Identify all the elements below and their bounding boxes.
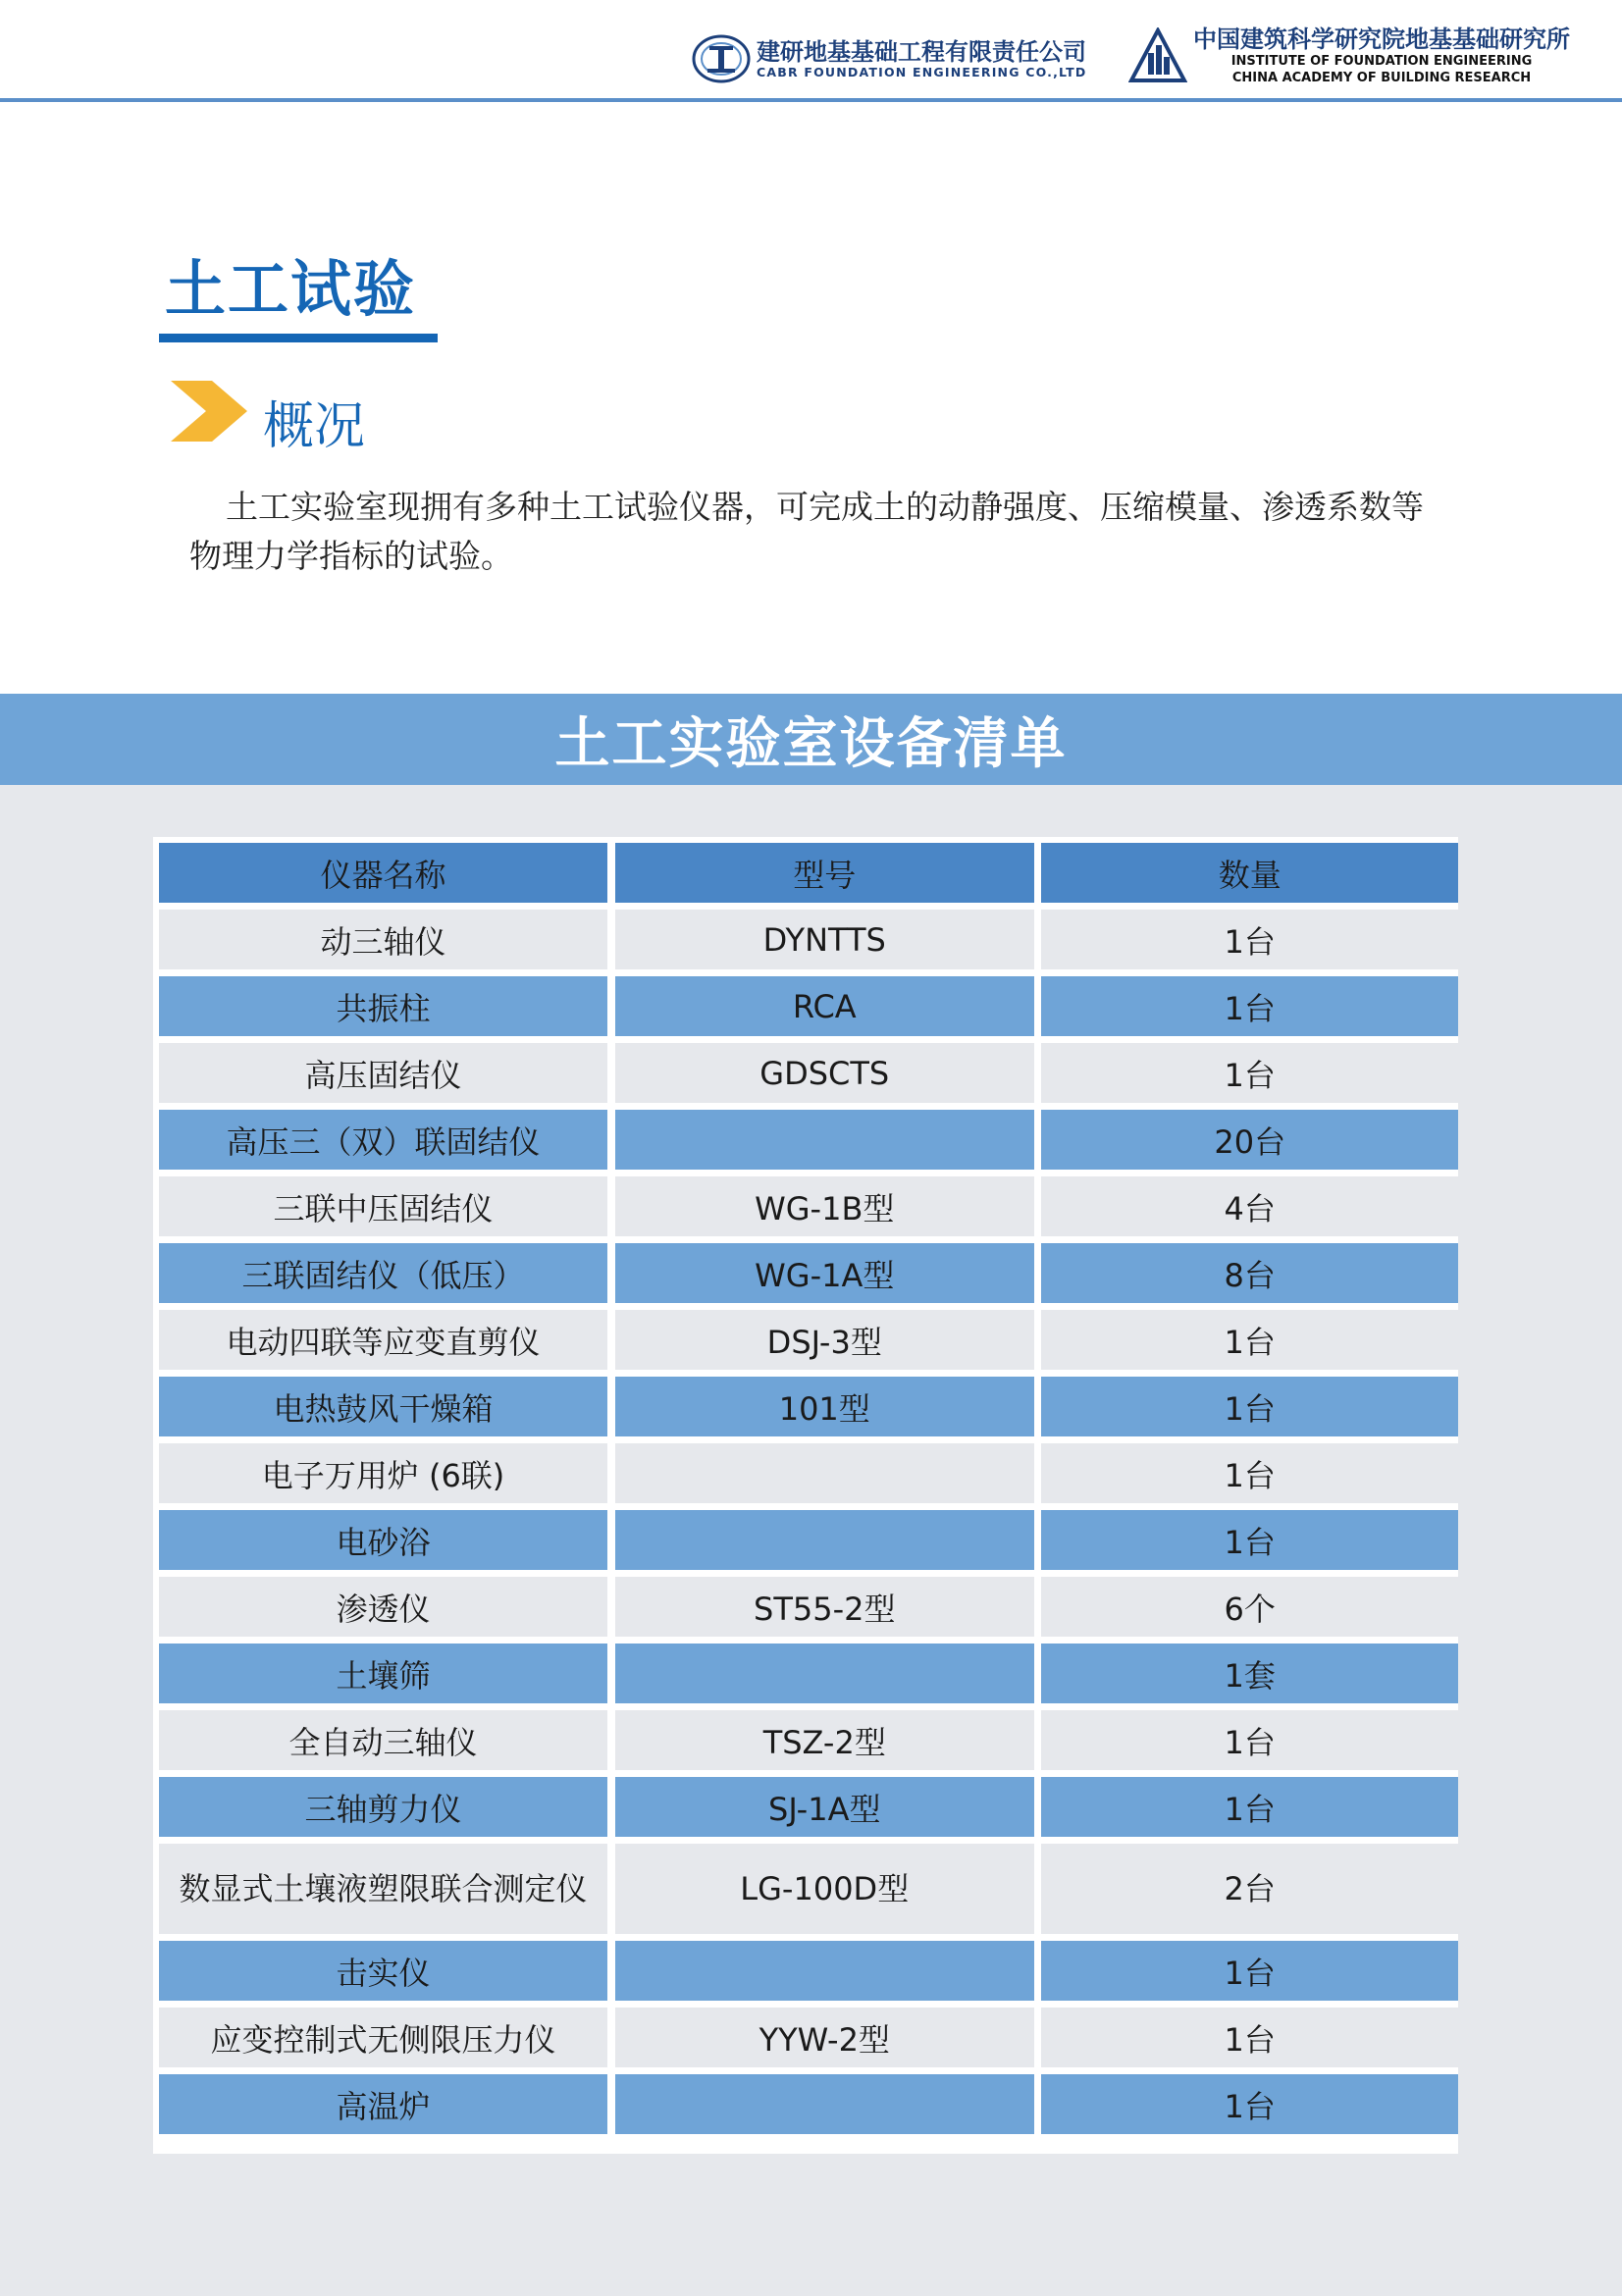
- cell-model: WG-1A型: [615, 1243, 1034, 1303]
- cell-quantity: 2台: [1041, 1844, 1458, 1934]
- institute-name-en-1: INSTITUTE OF FOUNDATION ENGINEERING: [1230, 54, 1533, 69]
- cell-quantity: 1台: [1041, 1443, 1458, 1503]
- table-row: [159, 1377, 1458, 1436]
- cell-model: [615, 1644, 1034, 1703]
- cell-model: DYNTTS: [615, 910, 1034, 969]
- equipment-list-banner: [0, 694, 1622, 785]
- cell-model: YYW-2型: [615, 2008, 1034, 2067]
- table-row: [159, 910, 1458, 969]
- table-header-row: [159, 843, 1458, 903]
- equipment-table: [159, 836, 1458, 2141]
- table-row: [159, 1310, 1458, 1370]
- cell-name: 三联固结仪（低压）: [159, 1243, 607, 1303]
- cell-model: TSZ-2型: [615, 1710, 1034, 1770]
- cell-model: WG-1B型: [615, 1176, 1034, 1236]
- header-divider: [0, 98, 1622, 102]
- table-row: [159, 2008, 1458, 2067]
- cell-quantity: 1台: [1041, 2008, 1458, 2067]
- table-row: [159, 1243, 1458, 1303]
- chevron-right-icon: [171, 381, 247, 442]
- column-header-model: 型号: [615, 843, 1034, 903]
- section-subtitle: 概况: [263, 397, 366, 456]
- cell-quantity: 1台: [1041, 910, 1458, 969]
- cell-quantity: 1套: [1041, 1644, 1458, 1703]
- cell-name: 高温炉: [159, 2074, 607, 2134]
- table-row: [159, 1844, 1458, 1934]
- cell-model: ST55-2型: [615, 1577, 1034, 1637]
- cell-quantity: 1台: [1041, 1941, 1458, 2001]
- overview-paragraph: 土工实验室现拥有多种土工试验仪器，可完成土的动静强度、压缩模量、渗透系数等物理力学指标的试验。: [189, 488, 1424, 575]
- cell-model: RCA: [615, 976, 1034, 1036]
- table-row: [159, 1443, 1458, 1503]
- table-row: [159, 1043, 1458, 1103]
- cabr-institute-logo: [1128, 24, 1570, 88]
- institute-name-en-2: CHINA ACADEMY OF BUILDING RESEARCH: [1231, 71, 1532, 85]
- page-title: 土工试验: [165, 253, 417, 325]
- table-row: [159, 1510, 1458, 1570]
- cell-name: 土壤筛: [159, 1644, 607, 1703]
- cell-model: LG-100D型: [615, 1844, 1034, 1934]
- cell-name: 三轴剪力仪: [159, 1777, 607, 1837]
- column-header-quantity: 数量: [1041, 843, 1458, 903]
- cell-model: SJ-1A型: [615, 1777, 1034, 1837]
- cell-name: 击实仪: [159, 1941, 607, 2001]
- cell-quantity: 1台: [1041, 976, 1458, 1036]
- cell-quantity: 1台: [1041, 2074, 1458, 2134]
- table-row: [159, 2074, 1458, 2134]
- cell-name: 动三轴仪: [159, 910, 607, 969]
- table-body: [159, 910, 1458, 2134]
- cell-quantity: 1台: [1041, 1310, 1458, 1370]
- cabr-foundation-emblem-icon: [692, 33, 751, 84]
- table-row: [159, 1110, 1458, 1170]
- cell-model: [615, 1443, 1034, 1503]
- column-header-name: 仪器名称: [159, 843, 607, 903]
- cell-quantity: 1台: [1041, 1377, 1458, 1436]
- cell-model: 101型: [615, 1377, 1034, 1436]
- cell-quantity: 1台: [1041, 1043, 1458, 1103]
- cell-model: [615, 1941, 1034, 2001]
- table-row: [159, 1577, 1458, 1637]
- cell-name: 高压三（双）联固结仪: [159, 1110, 607, 1170]
- company-name-en: CABR FOUNDATION ENGINEERING CO.,LTD: [757, 65, 1087, 79]
- cell-name: 共振柱: [159, 976, 607, 1036]
- title-underline: [159, 334, 438, 342]
- page-header: [0, 0, 1622, 101]
- table-row: [159, 1710, 1458, 1770]
- cell-name: 电动四联等应变直剪仪: [159, 1310, 607, 1370]
- cell-quantity: 20台: [1041, 1110, 1458, 1170]
- cabr-institute-emblem-icon: [1128, 27, 1187, 84]
- cell-model: [615, 2074, 1034, 2134]
- equipment-table-container: [153, 837, 1458, 2154]
- cell-name: 应变控制式无侧限压力仪: [159, 2008, 607, 2067]
- table-row: [159, 1176, 1458, 1236]
- company-name-cn: 建研地基基础工程有限责任公司: [757, 38, 1086, 66]
- cell-name: 电热鼓风干燥箱: [159, 1377, 607, 1436]
- cell-quantity: 4台: [1041, 1176, 1458, 1236]
- cell-model: [615, 1110, 1034, 1170]
- table-row: [159, 1644, 1458, 1703]
- cell-name: 三联中压固结仪: [159, 1176, 607, 1236]
- cell-quantity: 1台: [1041, 1710, 1458, 1770]
- cell-model: GDSCTS: [615, 1043, 1034, 1103]
- cell-name: 电砂浴: [159, 1510, 607, 1570]
- cell-name: 渗透仪: [159, 1577, 607, 1637]
- cell-quantity: 1台: [1041, 1777, 1458, 1837]
- cell-name: 电子万用炉 (6联): [159, 1443, 607, 1503]
- table-row: [159, 976, 1458, 1036]
- cabr-foundation-logo: [692, 29, 1086, 88]
- cell-model: DSJ-3型: [615, 1310, 1034, 1370]
- institute-name-cn: 中国建筑科学研究院地基基础研究所: [1193, 26, 1570, 53]
- cell-name: 数显式土壤液塑限联合测定仪: [159, 1844, 607, 1934]
- cell-name: 高压固结仪: [159, 1043, 607, 1103]
- table-row: [159, 1941, 1458, 2001]
- cell-quantity: 6个: [1041, 1577, 1458, 1637]
- cell-quantity: 1台: [1041, 1510, 1458, 1570]
- cell-model: [615, 1510, 1034, 1570]
- cell-name: 全自动三轴仪: [159, 1710, 607, 1770]
- cell-quantity: 8台: [1041, 1243, 1458, 1303]
- banner-title: 土工实验室设备清单: [554, 711, 1068, 776]
- table-row: [159, 1777, 1458, 1837]
